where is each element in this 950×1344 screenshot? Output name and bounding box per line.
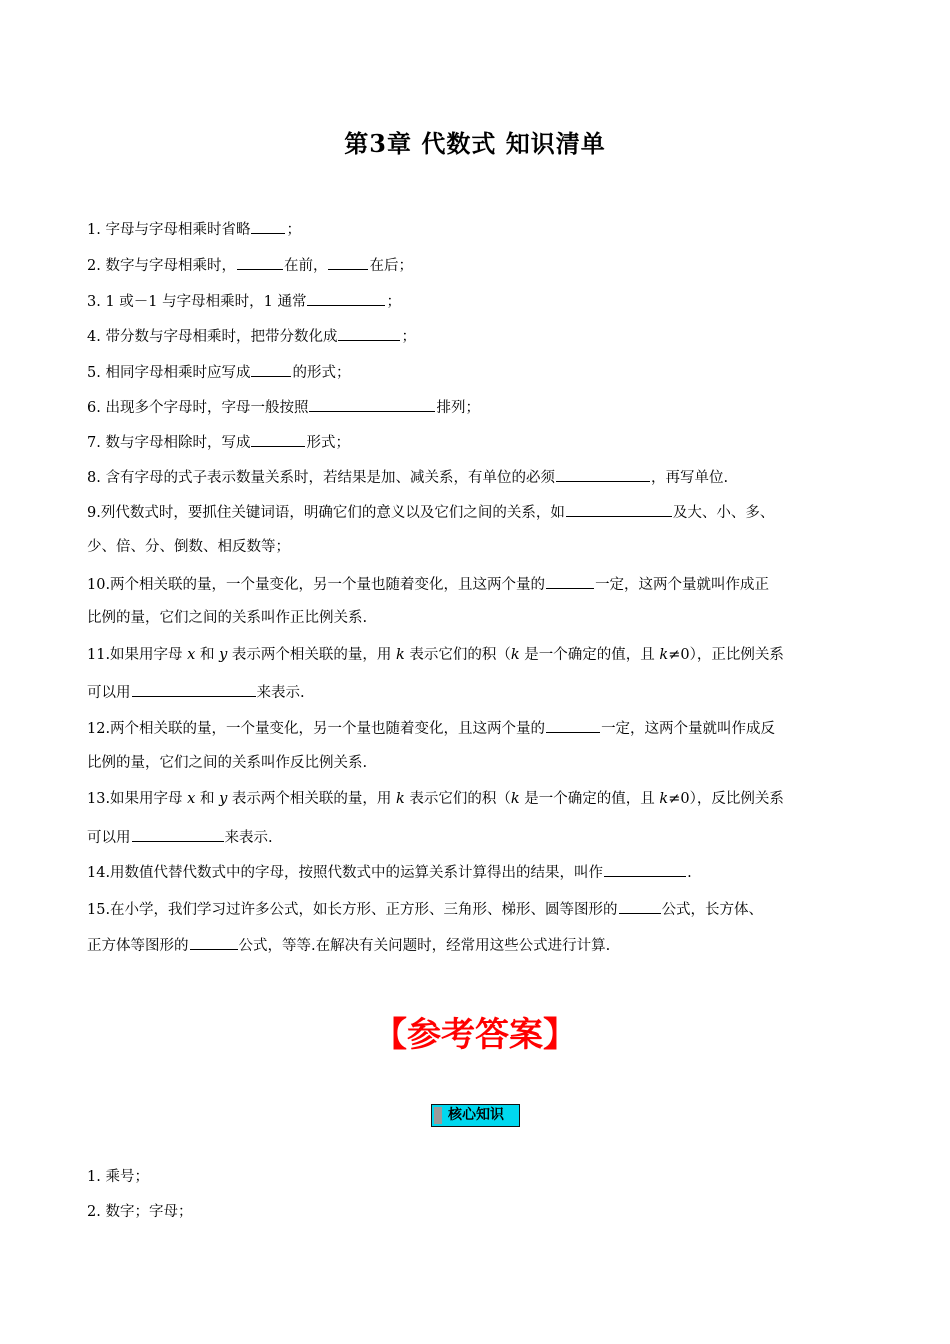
question-text: 14.用数值代替代数式中的字母，按照代数式中的运算关系计算得出的结果，叫作 (87, 865, 604, 881)
question-text: 公式，长方体、 (661, 902, 764, 918)
question-text: 比例的量，它们之间的关系叫作反比例关系. (87, 755, 368, 771)
answer-blank[interactable] (328, 254, 368, 270)
answer-blank[interactable] (604, 861, 686, 877)
question-text: 来表示. (256, 685, 305, 701)
question-text: 4. 带分数与字母相乘时，把带分数化成 (87, 329, 338, 345)
question-text: 1. 字母与字母相乘时省略 (87, 222, 251, 238)
question-text: . (687, 865, 692, 881)
question-text: 可以用 (87, 685, 131, 701)
question-text: 8. 含有字母的式子表示数量关系时，若结果是加、减关系，有单位的必须 (87, 470, 555, 486)
answer-blank[interactable] (546, 573, 594, 589)
core-knowledge-label (431, 1104, 520, 1127)
question-text: ； (401, 329, 416, 345)
question-text: 表示两个相关联的量，用 (227, 647, 396, 663)
question-text: 是一个确定的值，且 (519, 791, 660, 807)
question-text: 一定，这两个量就叫作成反 (601, 721, 776, 737)
answer-blank[interactable] (251, 431, 305, 447)
question-5 (87, 361, 350, 383)
question-text: 6. 出现多个字母时，字母一般按照 (87, 400, 309, 416)
question-text: 表示它们的积（ (404, 647, 511, 663)
variable-k: k (396, 791, 405, 807)
question-4 (87, 325, 416, 347)
variable-y: y (219, 791, 228, 807)
answer-blank[interactable] (566, 501, 672, 517)
question-text: ，再写单位. (650, 470, 729, 486)
variable-k: k (396, 647, 405, 663)
question-text: 表示它们的积（ (404, 791, 511, 807)
answer-blank[interactable] (132, 826, 224, 842)
question-15 (87, 898, 763, 920)
answer-blank[interactable] (619, 898, 661, 914)
question-text: 9.列代数式时，要抓住关键词语，明确它们的意义以及它们之间的关系，如 (87, 505, 565, 521)
answer-blank[interactable] (307, 290, 385, 306)
answer-blank[interactable] (237, 254, 283, 270)
question-text: 11.如果用字母 (87, 647, 188, 663)
question-11-cont (87, 681, 305, 703)
question-text: 在前， (283, 258, 328, 274)
question-3 (87, 290, 401, 312)
question-12-cont (87, 753, 367, 773)
answer-blank[interactable] (546, 717, 600, 733)
core-knowledge-text: 核心知识 (448, 1107, 504, 1123)
answer-blank[interactable] (309, 396, 435, 412)
question-15-cont (87, 934, 610, 956)
variable-y: y (219, 647, 228, 663)
variable-k: k (510, 791, 520, 807)
question-text: 和 (195, 647, 220, 663)
question-10-cont (87, 608, 367, 628)
question-text: 10.两个相关联的量，一个量变化，另一个量也随着变化，且这两个量的 (87, 577, 546, 593)
question-text: 的形式； (292, 365, 351, 381)
question-10 (87, 573, 769, 595)
question-text: 和 (195, 791, 220, 807)
question-8 (87, 466, 728, 488)
question-text: 一定，这两个量就叫作成正 (595, 577, 770, 593)
answer-heading: 【参考答案】 (373, 1015, 577, 1055)
question-text: ； (286, 222, 301, 238)
label-marker (434, 1107, 442, 1124)
question-9-cont (87, 537, 290, 557)
question-text: 正方体等图形的 (87, 938, 189, 954)
question-6 (87, 396, 480, 418)
question-2 (87, 254, 413, 276)
question-7 (87, 431, 350, 453)
question-text: 2. 数字与字母相乘时， (87, 258, 236, 274)
question-text: 12.两个相关联的量，一个量变化，另一个量也随着变化，且这两个量的 (87, 721, 546, 737)
question-13 (87, 789, 784, 809)
question-text: 15.在小学，我们学习过许多公式，如长方形、正方形、三角形、梯形、圆等图形的 (87, 902, 618, 918)
page-title: 第3章 代数式 知识清单 (344, 129, 606, 158)
question-text: ≠0），正比例关系 (668, 647, 784, 663)
question-14 (87, 861, 692, 883)
answer-1: 1. 乘号； (87, 1169, 149, 1185)
answer-blank[interactable] (190, 934, 238, 950)
question-text: 排列； (436, 400, 480, 416)
question-text: 比例的量，它们之间的关系叫作正比例关系. (87, 610, 368, 626)
answer-blank[interactable] (338, 325, 400, 341)
answer-blank[interactable] (556, 466, 650, 482)
question-text: 是一个确定的值，且 (519, 647, 660, 663)
variable-x: x (187, 647, 196, 663)
question-text: 13.如果用字母 (87, 791, 188, 807)
question-text: 来表示. (224, 830, 273, 846)
question-text: 公式，等等.在解决有关问题时，经常用这些公式进行计算. (238, 938, 611, 954)
question-text: 3. 1 或－1 与字母相乘时，1 通常 (87, 294, 307, 310)
question-text: ； (386, 294, 401, 310)
question-text: 5. 相同字母相乘时应写成 (87, 365, 251, 381)
answer-blank[interactable] (251, 361, 291, 377)
question-text: 及大、小、多、 (672, 505, 775, 521)
answer-2: 2. 数字；字母； (87, 1204, 193, 1220)
question-9 (87, 501, 774, 523)
variable-k: k (659, 791, 669, 807)
question-text: 7. 数与字母相除时，写成 (87, 435, 251, 451)
question-text: 少、倍、分、倒数、相反数等； (87, 539, 290, 555)
question-text: ≠0），反比例关系 (668, 791, 784, 807)
question-text: 可以用 (87, 830, 131, 846)
question-text: 表示两个相关联的量，用 (227, 791, 396, 807)
question-11 (87, 645, 784, 665)
question-1 (87, 218, 301, 240)
variable-k: k (659, 647, 669, 663)
variable-k: k (510, 647, 520, 663)
question-text: 形式； (306, 435, 350, 451)
variable-x: x (187, 791, 196, 807)
question-12 (87, 717, 775, 739)
answer-blank[interactable] (251, 218, 285, 234)
answer-blank[interactable] (132, 681, 256, 697)
question-text: 在后； (369, 258, 413, 274)
question-13-cont (87, 826, 273, 848)
